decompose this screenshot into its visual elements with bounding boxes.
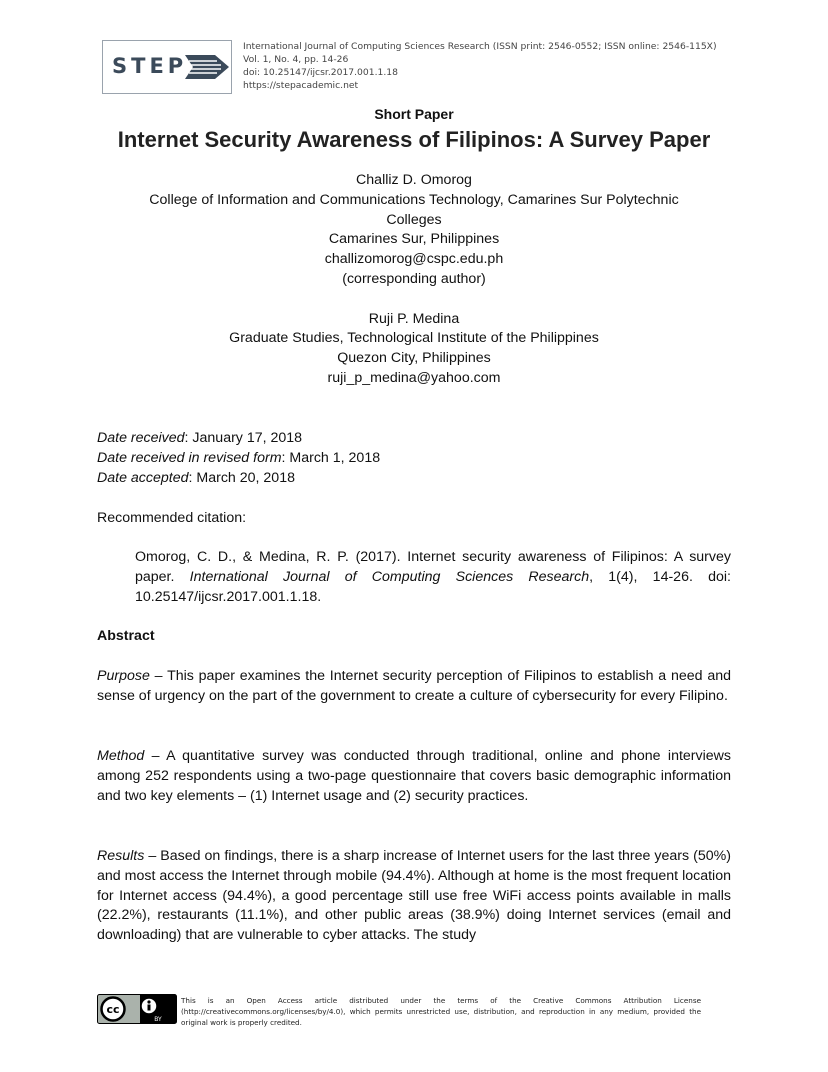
dates-block (97, 429, 380, 488)
date-accepted: Date accepted: March 20, 2018 (97, 469, 295, 486)
author-location: Quezon City, Philippines (337, 350, 491, 367)
author-email[interactable]: challizomorog@cspc.edu.ph (324, 251, 504, 268)
license-text: This is an Open Access article distributed under the terms of the Creative Commons Attribution License (http://creativecommons.org/licenses/by/4.0), which permits unrestricted use, distribution, and reproduction in any medium, provided the original work is properly credited. (181, 996, 701, 1027)
cc-by-license-icon[interactable] (97, 994, 177, 1024)
abstract-heading: Abstract (97, 628, 155, 644)
logo-text: STEP (112, 54, 188, 78)
journal-volume: Vol. 1, No. 4, pp. 14-26 (243, 54, 349, 65)
abstract-purpose: Purpose – This paper examines the Internet security perception of Filipinos to establish a need and sense of urgency on the part of the government to create a culture of cybersecurity for every Filipino. (97, 668, 731, 704)
author-affiliation: College of Information and Communications Technology, Camarines Sur Polytechnic (149, 191, 679, 208)
journal-issn: International Journal of Computing Sciences Research (ISSN print: 2546-0552; ISSN online: 2546-115X) (243, 41, 717, 52)
author-name: Ruji P. Medina (368, 310, 460, 327)
date-revised: Date received in revised form: March 1, 2018 (97, 449, 381, 466)
author-note: (corresponding author) (342, 270, 486, 287)
author-block (120, 171, 708, 389)
journal-info (243, 40, 717, 92)
abstract-method: Method – A quantitative survey was conducted through traditional, online and phone interviews among 252 respondents using a two-page questionnaire that covers basic demographic information and two key elements – (1) Internet usage and (2) security practices. (97, 748, 731, 804)
citation-text: Omorog, C. D., & Medina, R. P. (2017). Internet security awareness of Filipinos: A survey paper. International Journal of Computing Sciences Research, 1(4), 14-26. doi: 10.25147/ijcsr.2017.001.1.18. (135, 549, 731, 605)
abstract-results: Results – Based on findings, there is a sharp increase of Internet users for the last three years (50%) and most access the Internet through mobile (94.4%). Although at home is the most frequent location for Internet access (94.4%), a good percentage still use free WiFi access points available in malls (22.2%), restaurants (11.1%), and other public areas (38.9%) doing Internet services (email and downloading) that are vulnerable to cyber attacks. The study (97, 848, 731, 944)
journal-logo (102, 40, 232, 94)
arrow-logo-icon (185, 55, 229, 79)
author-name: Challiz D. Omorog (356, 172, 472, 188)
journal-url[interactable]: https://stepacademic.net (243, 80, 359, 91)
journal-doi: doi: 10.25147/ijcsr.2017.001.1.18 (243, 67, 398, 78)
author-location: Camarines Sur, Philippines (328, 231, 500, 248)
paper-type: Short Paper (374, 106, 454, 122)
author-affiliation: Colleges (386, 211, 442, 228)
author-affiliation: Graduate Studies, Technological Institute of the Philippines (229, 330, 599, 347)
cc-label: cc (106, 1003, 120, 1016)
date-received: Date received: January 17, 2018 (97, 430, 303, 446)
citation-label: Recommended citation: (97, 510, 247, 526)
paper-title: Internet Security Awareness of Filipinos: A Survey Paper (117, 127, 711, 152)
author-email[interactable]: ruji_p_medina@yahoo.com (327, 369, 501, 386)
by-label: BY (154, 1016, 162, 1023)
